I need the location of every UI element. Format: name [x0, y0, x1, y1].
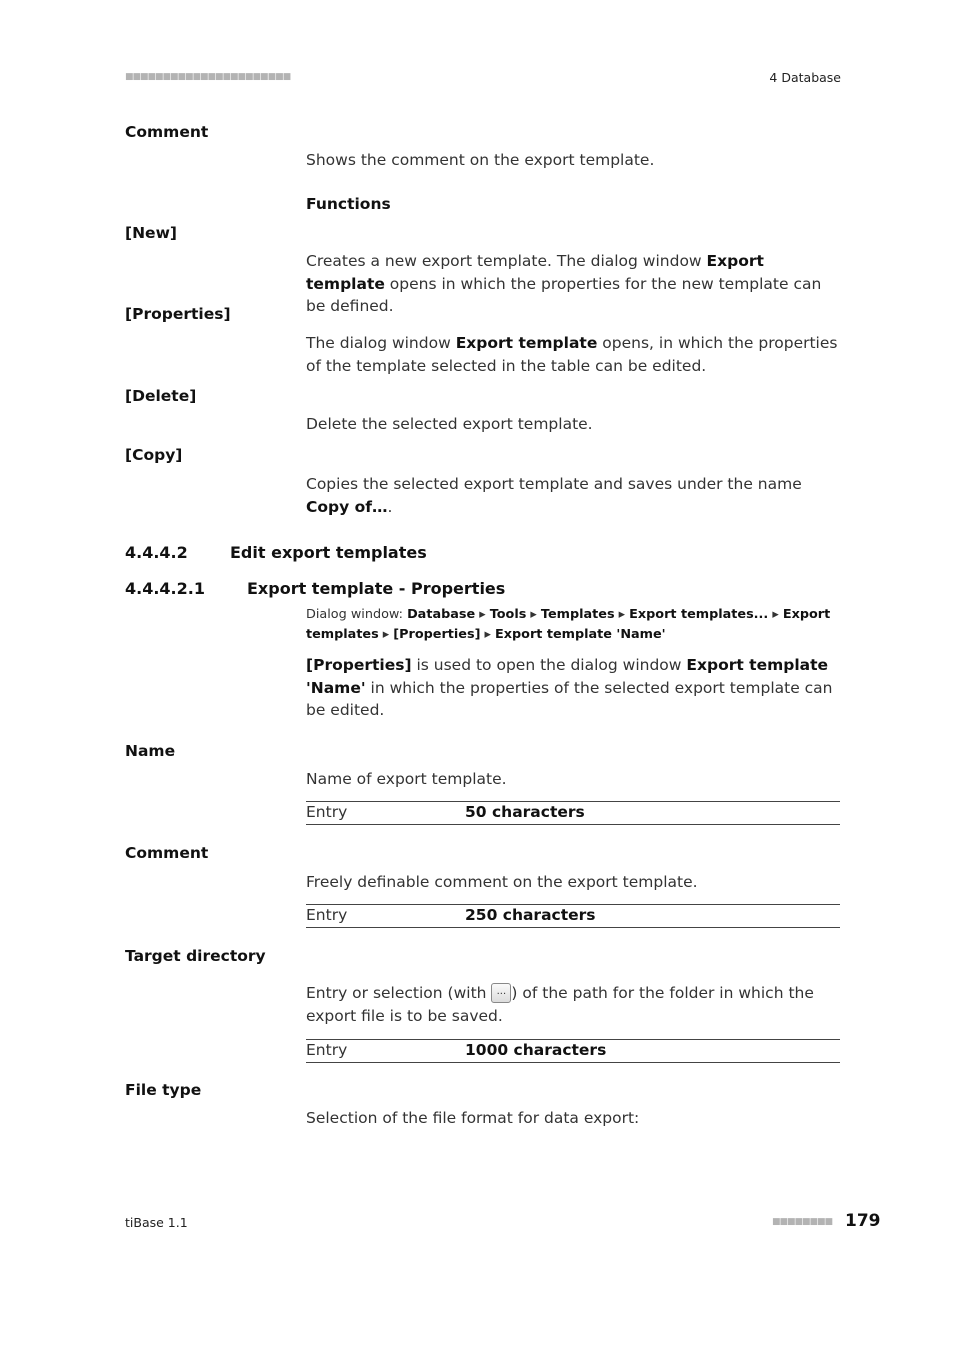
- browse-button-icon: ...: [491, 983, 511, 1003]
- comment-entry-table: [306, 904, 840, 928]
- header-decoration: ■■■■■■■■■■■■■■■■■■■■■■: [125, 72, 291, 82]
- file-type-term: File type: [125, 1081, 202, 1099]
- entry-value: 250 characters: [465, 906, 596, 924]
- footer-product: tiBase 1.1: [125, 1215, 188, 1230]
- comment-desc: Freely definable comment on the export template.: [306, 873, 698, 891]
- dialog-breadcrumb: Dialog window: Database ▸ Tools ▸ Templates ▸ Export templates... ▸ Export templates ▸ [Properties] ▸ Export template 'Name': [306, 607, 831, 642]
- comment-term: Comment: [125, 123, 209, 141]
- target-directory-term: Target directory: [125, 947, 266, 965]
- section-number: 4.4.4.2: [125, 543, 188, 562]
- entry-label: Entry: [306, 906, 348, 924]
- entry-value: 50 characters: [465, 803, 585, 821]
- entry-label: Entry: [306, 803, 348, 821]
- footer-decoration: ■■■■■■■■: [772, 1217, 833, 1227]
- properties-desc: The dialog window Export template opens, in which the properties of the template selected in the table can be edited.: [306, 334, 838, 375]
- entry-value: 1000 characters: [465, 1041, 607, 1059]
- comment-term: Comment: [125, 844, 209, 862]
- subsection-number: 4.4.4.2.1: [125, 579, 205, 598]
- intro-paragraph: [Properties] is used to open the dialog window Export template 'Name' in which the properties of the selected export template can be edited.: [306, 656, 833, 719]
- page-number: 179: [845, 1211, 881, 1231]
- section-title: Edit export templates: [230, 543, 427, 562]
- properties-term: [Properties]: [125, 305, 231, 323]
- target-directory-desc: Entry or selection (with ... ) of the path for the folder in which the export file is to be saved.: [306, 984, 814, 1025]
- delete-desc: Delete the selected export template.: [306, 415, 593, 433]
- new-term: [New]: [125, 224, 177, 242]
- file-type-desc: Selection of the file format for data export:: [306, 1109, 640, 1127]
- entry-label: Entry: [306, 1041, 348, 1059]
- comment-desc: Shows the comment on the export template.: [306, 151, 655, 169]
- new-desc: Creates a new export template. The dialog window Export template opens in which the properties for the new template can be defined.: [306, 252, 822, 315]
- functions-heading: Functions: [306, 195, 391, 213]
- subsection-title: Export template - Properties: [247, 579, 506, 598]
- copy-term: [Copy]: [125, 446, 183, 464]
- copy-desc: Copies the selected export template and saves under the name Copy of….: [306, 475, 802, 516]
- name-entry-table: [306, 801, 840, 825]
- name-desc: Name of export template.: [306, 770, 507, 788]
- target-directory-entry-table: [306, 1039, 840, 1063]
- chapter-title: 4 Database: [769, 70, 841, 85]
- delete-term: [Delete]: [125, 387, 197, 405]
- name-term: Name: [125, 742, 176, 760]
